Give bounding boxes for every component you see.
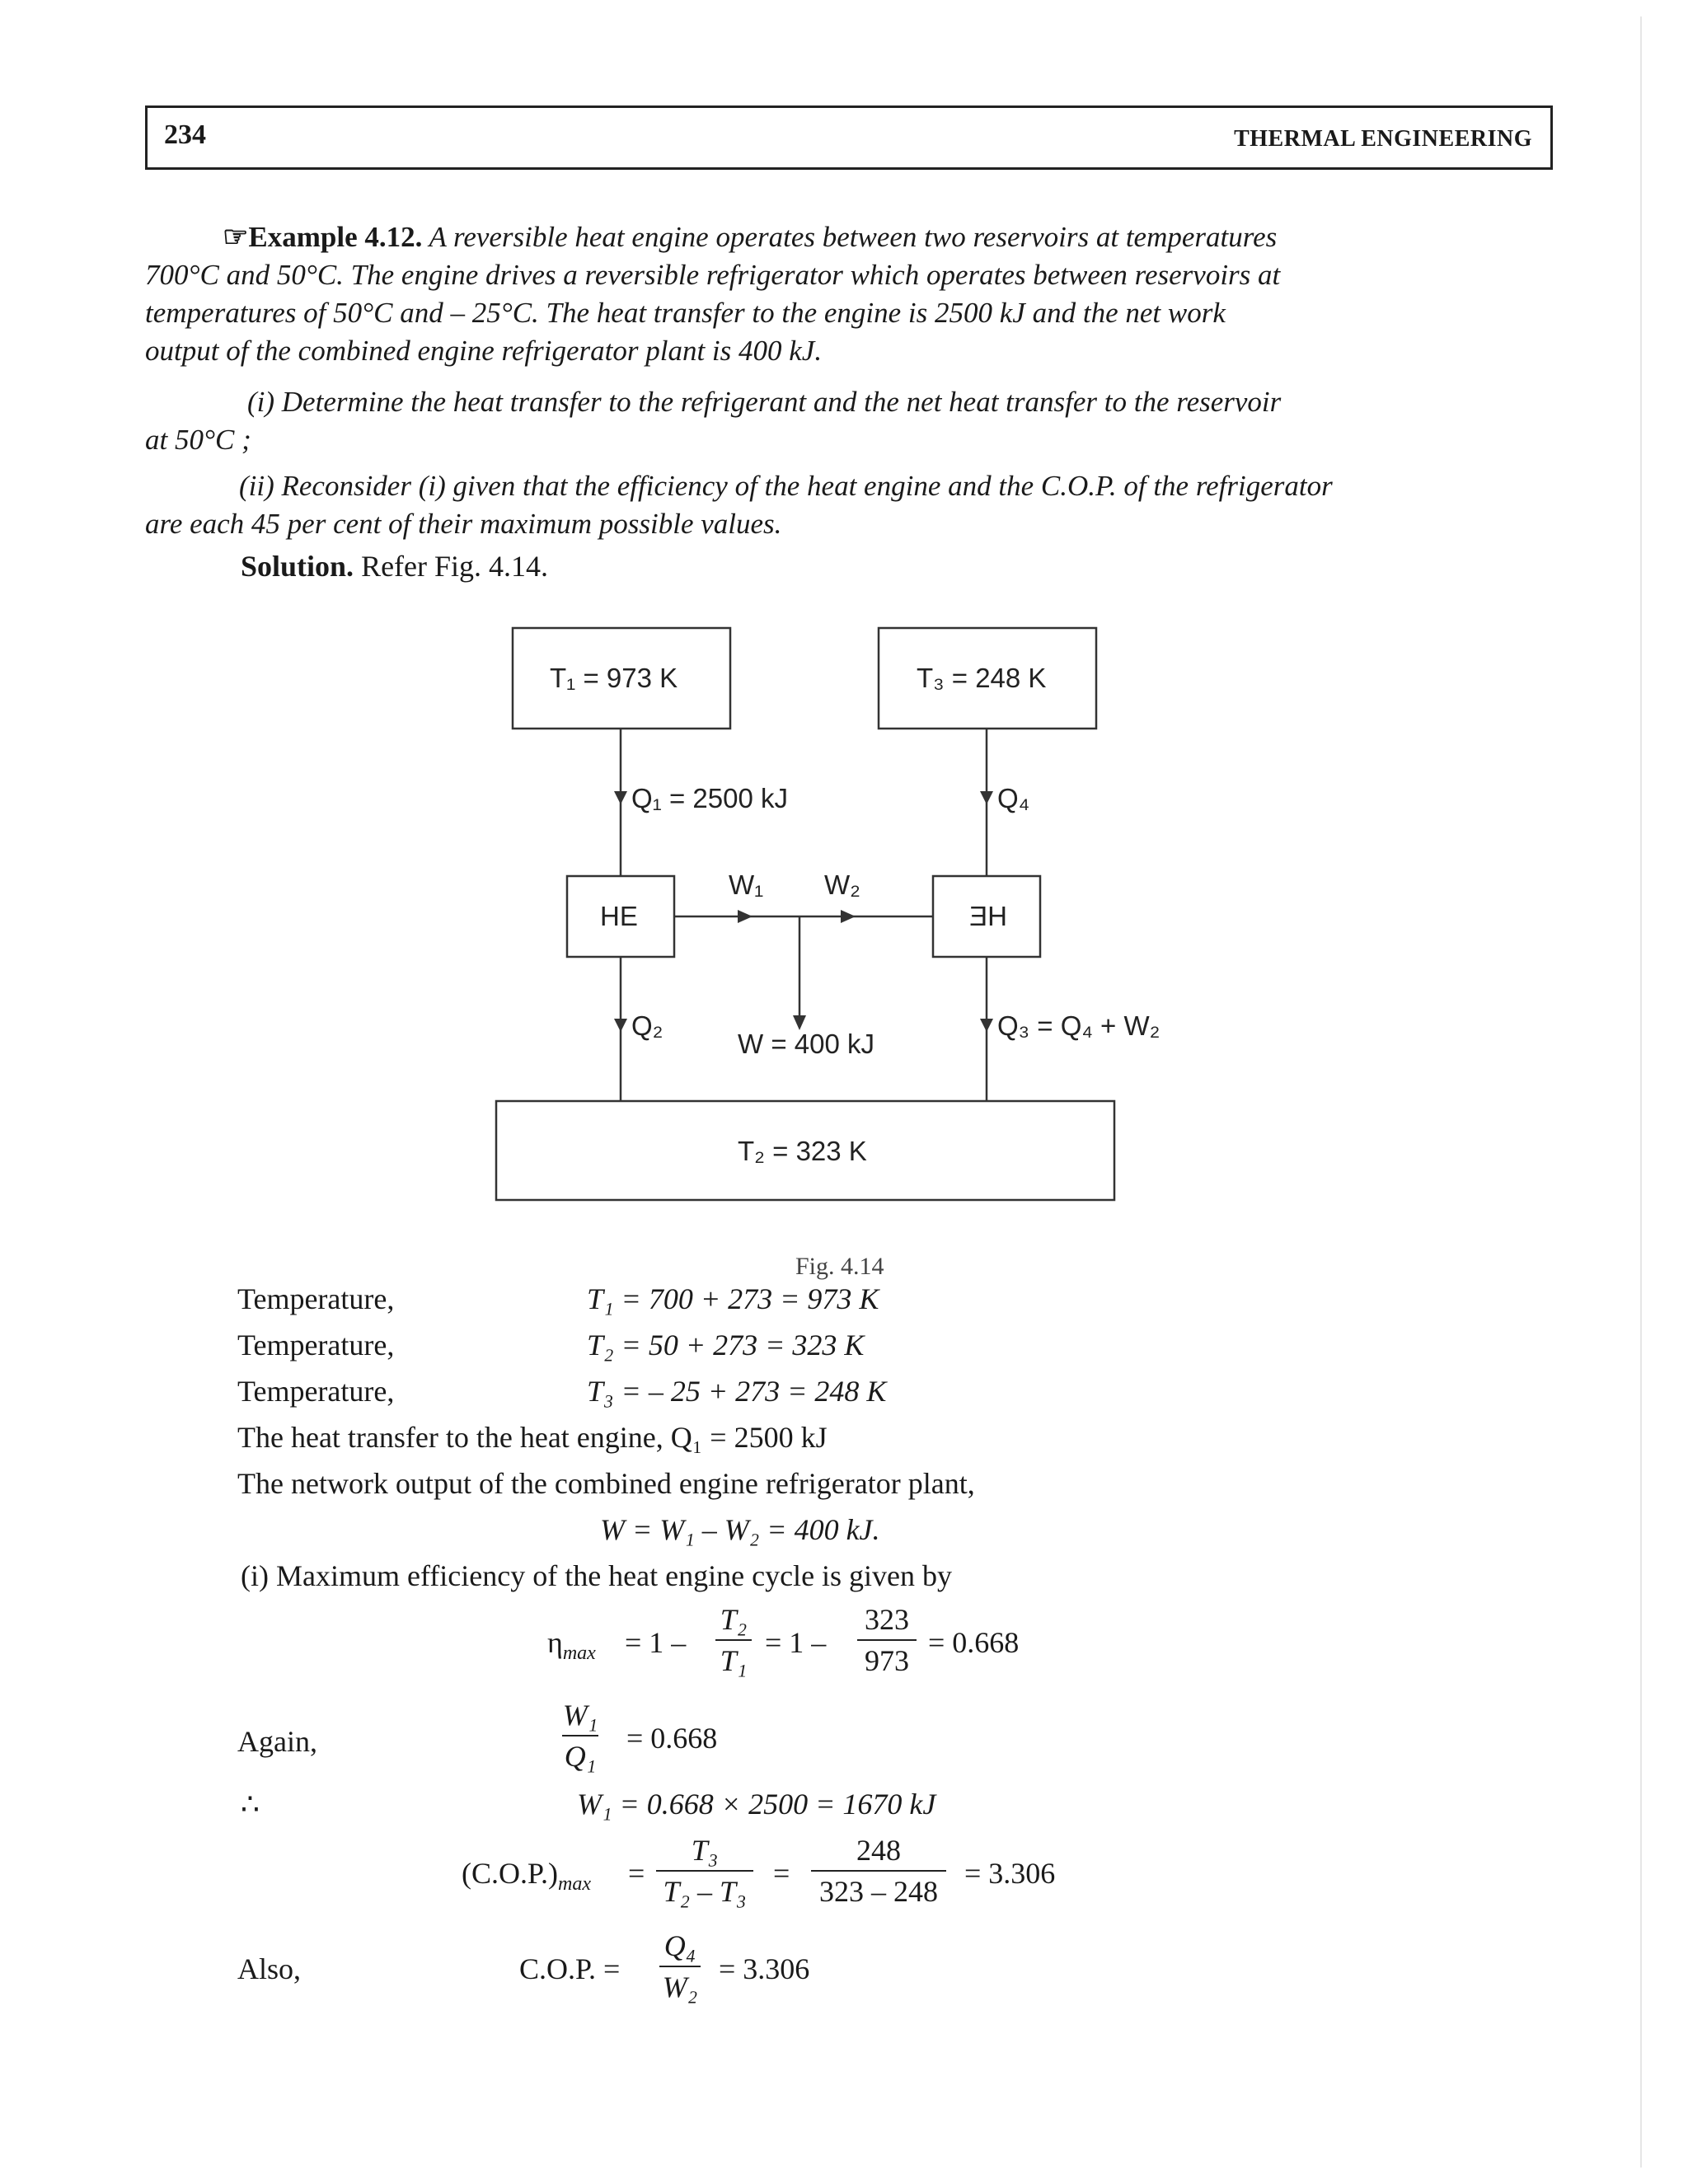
label-t2: T₂ = 323 K [738,1136,867,1166]
example-line-2: 700°C and 50°C. The engine drives a reversible refrigerator which operates between reservoirs at [145,259,1281,291]
cop-equals-2: = [773,1857,790,1890]
eta-max-symbol: $\eta_{max}$ [547,1626,596,1665]
also-result: = 3.306 [719,1952,810,1985]
arrow-w2 [841,910,856,923]
pointing-hand-icon: ☞ [223,221,249,253]
example-text-1: A reversible heat engine operates between two reservoirs at temperatures [429,221,1278,253]
eta-one-minus: = 1 – [625,1626,687,1659]
also-label: Also, [237,1952,302,1985]
t3-over-t2-minus-t3-fraction: T₃ T₂ – T₃ [656,1833,753,1909]
t3-equation: T₃ = – 25 + 273 = 248 K [587,1375,887,1408]
cop-label: C.O.P. = [519,1952,621,1985]
q4-over-w2-fraction: Q₄ W₂ [659,1929,701,2004]
arrow-q2 [614,1019,627,1032]
label-w: W = 400 kJ [738,1029,874,1059]
label-q4: Q₄ [997,783,1030,813]
network-output-line: The network output of the combined engine refrigerator plant, [237,1467,975,1500]
label-eh-mirrored: HE [969,901,1007,931]
w1-equation: W₁ = 0.668 × 2500 = 1670 kJ [577,1788,936,1821]
example-line-3: temperatures of 50°C and – 25°C. The heat transfer to the engine is 2500 kJ and the net work [145,297,1226,329]
arrow-w1 [738,910,753,923]
label-he: HE [600,901,638,931]
part-ii-line-2: are each 45 per cent of their maximum possible values. [145,508,782,540]
label-w1: W₁ [729,869,764,900]
temp-label-3: Temperature, [237,1375,395,1408]
part-i-line-2: at 50°C ; [145,424,251,456]
label-t3: T₃ = 248 K [917,663,1047,693]
example-line-4: output of the combined engine refrigerator plant is 400 kJ. [145,335,823,367]
page-number: 234 [164,120,206,150]
temp-label-1: Temperature, [237,1282,395,1315]
eta-result: = 0.668 [928,1626,1020,1659]
t1-equation: T₁ = 700 + 273 = 973 K [587,1282,879,1315]
again-result: = 0.668 [626,1722,718,1755]
heat-transfer-line: The heat transfer to the heat engine, Q₁ = 2500 kJ [237,1421,828,1454]
label-q1: Q₁ = 2500 kJ [631,783,788,813]
t2-over-t1-fraction: T₂ T₁ [715,1602,752,1678]
ratio-248-fraction: 248 323 – 248 [811,1833,946,1909]
part-ii-line-1: (ii) Reconsider (i) given that the efficiency of the heat engine and the C.O.P. of the refrigerator [239,470,1333,502]
cop-equals: = [628,1857,645,1890]
label-q3: Q₃ = Q₄ + W₂ [997,1010,1160,1041]
part-i-line-1: (i) Determine the heat transfer to the refrigerant and the net heat transfer to the reservoir [247,386,1282,418]
eta-one-minus-2: = 1 – [765,1626,827,1659]
t2-equation: T₂ = 50 + 273 = 323 K [587,1329,865,1361]
w-equation: W = W₁ – W₂ = 400 kJ. [600,1513,880,1546]
cop-max-symbol: $(C.O.P.)_{max}$ [462,1857,592,1896]
cop-result: = 3.306 [964,1857,1056,1890]
arrow-q1 [614,791,627,804]
solution-ref: Refer Fig. 4.14. [361,550,549,583]
label-q2: Q₂ [631,1010,663,1041]
solution-label: Solution. [241,550,354,583]
again-label: Again, [237,1725,317,1758]
w1-over-q1-fraction: W₁ Q₁ [562,1699,598,1773]
label-t1: T₁ = 973 K [550,663,678,693]
label-w2: W₂ [824,869,860,900]
arrow-q4 [980,791,993,804]
temp-label-2: Temperature, [237,1329,395,1361]
example-label: Example 4.12. [248,221,423,253]
ratio-323-973-fraction: 323 973 [857,1602,917,1678]
arrow-q3 [980,1019,993,1032]
therefore-symbol: ∴ [241,1788,260,1821]
figure-caption: Fig. 4.14 [795,1253,884,1280]
part-i-solution-line: (i) Maximum efficiency of the heat engine cycle is given by [241,1559,953,1592]
running-title: THERMAL ENGINEERING [1234,126,1532,152]
